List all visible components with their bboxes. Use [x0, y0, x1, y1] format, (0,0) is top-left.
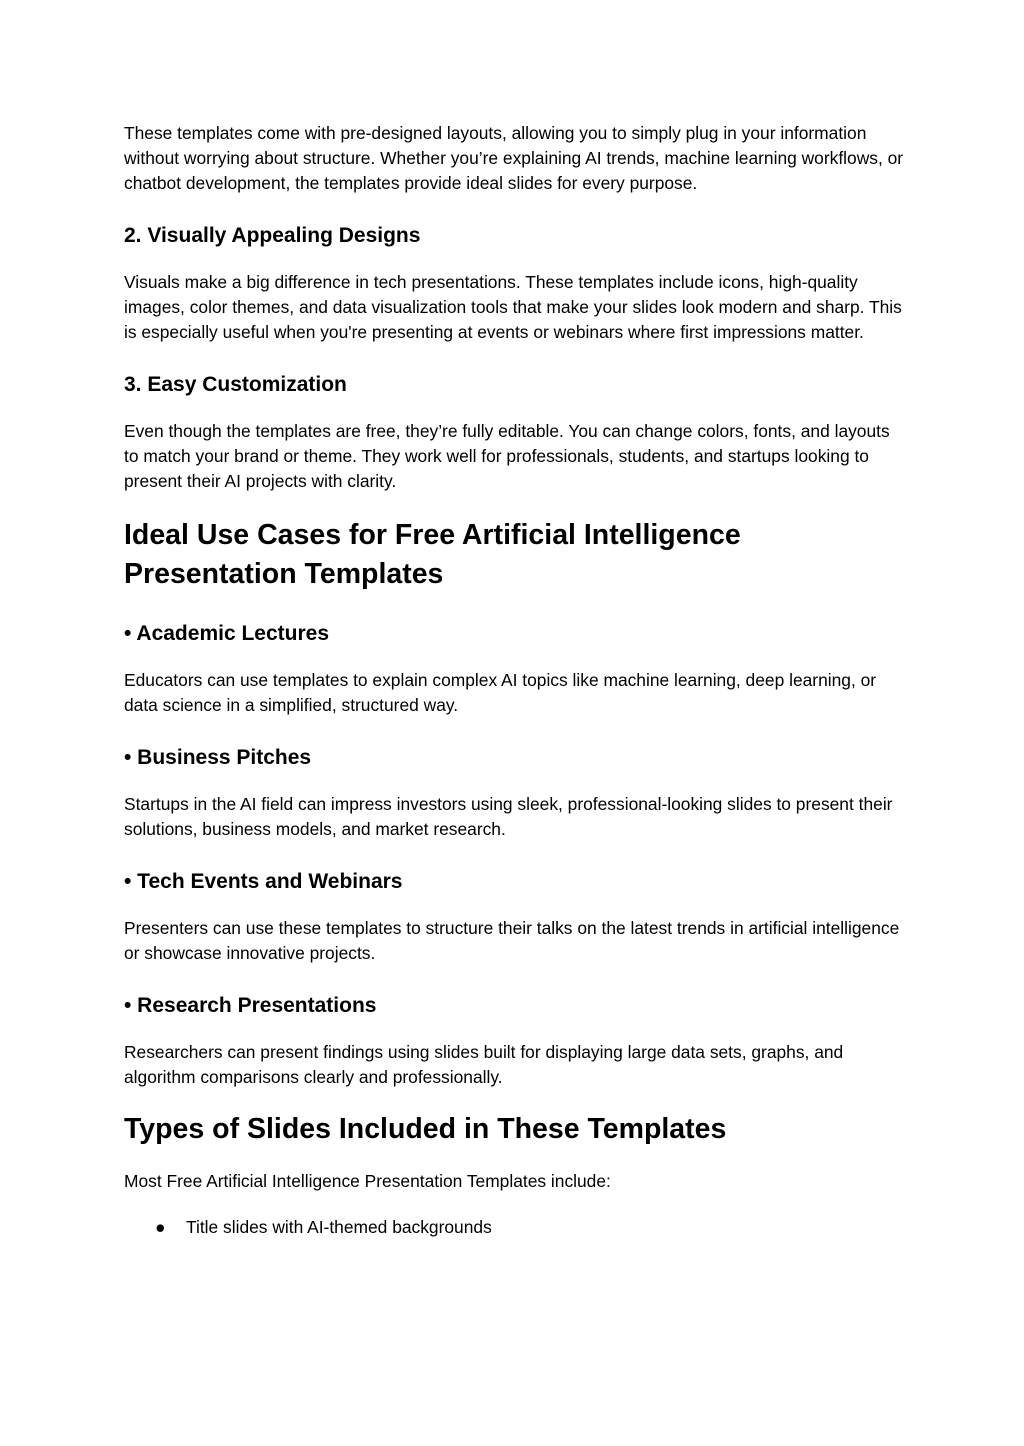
intro-paragraph: These templates come with pre-designed layouts, allowing you to simply plug in your information without worrying about structure. Whether you’re explaining AI trends, machine learning workflows, or chatbot development, the templates provide ideal slides for every purpose. — [124, 123, 904, 193]
use-case-text-research: Researchers can present findings using slides built for displaying large data sets, graphs, and algorithm comparisons clearly and professionally. — [124, 1042, 844, 1087]
slide-types-section-title: Types of Slides Included in These Templates — [124, 1113, 727, 1145]
list-item — [124, 1215, 904, 1240]
bullet-icon: ● — [155, 1217, 166, 1237]
benefit-heading-visual-designs: 2. Visually Appealing Designs — [124, 224, 421, 247]
use-case-heading-research: • Research Presentations — [124, 994, 377, 1017]
benefit-text-customization: Even though the templates are free, they’re fully editable. You can change colors, fonts, and layouts to match your brand or theme. They work well for professionals, students, and startups looking to present their AI projects with clarity. — [124, 421, 890, 491]
use-case-text-academic: Educators can use templates to explain complex AI topics like machine learning, deep learning, or data science in a simplified, structured way. — [124, 670, 877, 715]
use-case-text-tech-events: Presenters can use these templates to structure their talks on the latest trends in artificial intelligence or showcase innovative projects. — [124, 918, 900, 963]
use-cases-section-title: Ideal Use Cases for Free Artificial Intelligence Presentation Templates — [124, 519, 741, 590]
use-case-text-business: Startups in the AI field can impress investors using sleek, professional-looking slides to present their solutions, business models, and market research. — [124, 794, 893, 839]
slide-types-intro: Most Free Artificial Intelligence Presentation Templates include: — [124, 1171, 611, 1191]
document-page — [124, 121, 904, 1240]
use-case-heading-business: • Business Pitches — [124, 746, 312, 769]
benefit-text-visual-designs: Visuals make a big difference in tech presentations. These templates include icons, high-quality images, color themes, and data visualization tools that make your slides look modern and sharp. This is especially useful when you're presenting at events or webinars where first impressions matter. — [124, 272, 902, 342]
benefit-heading-customization: 3. Easy Customization — [124, 373, 347, 396]
slide-types-list — [124, 1215, 904, 1240]
use-case-heading-tech-events: • Tech Events and Webinars — [124, 870, 403, 893]
use-case-heading-academic: • Academic Lectures — [124, 622, 329, 645]
list-item-text: Title slides with AI-themed backgrounds — [186, 1217, 492, 1237]
